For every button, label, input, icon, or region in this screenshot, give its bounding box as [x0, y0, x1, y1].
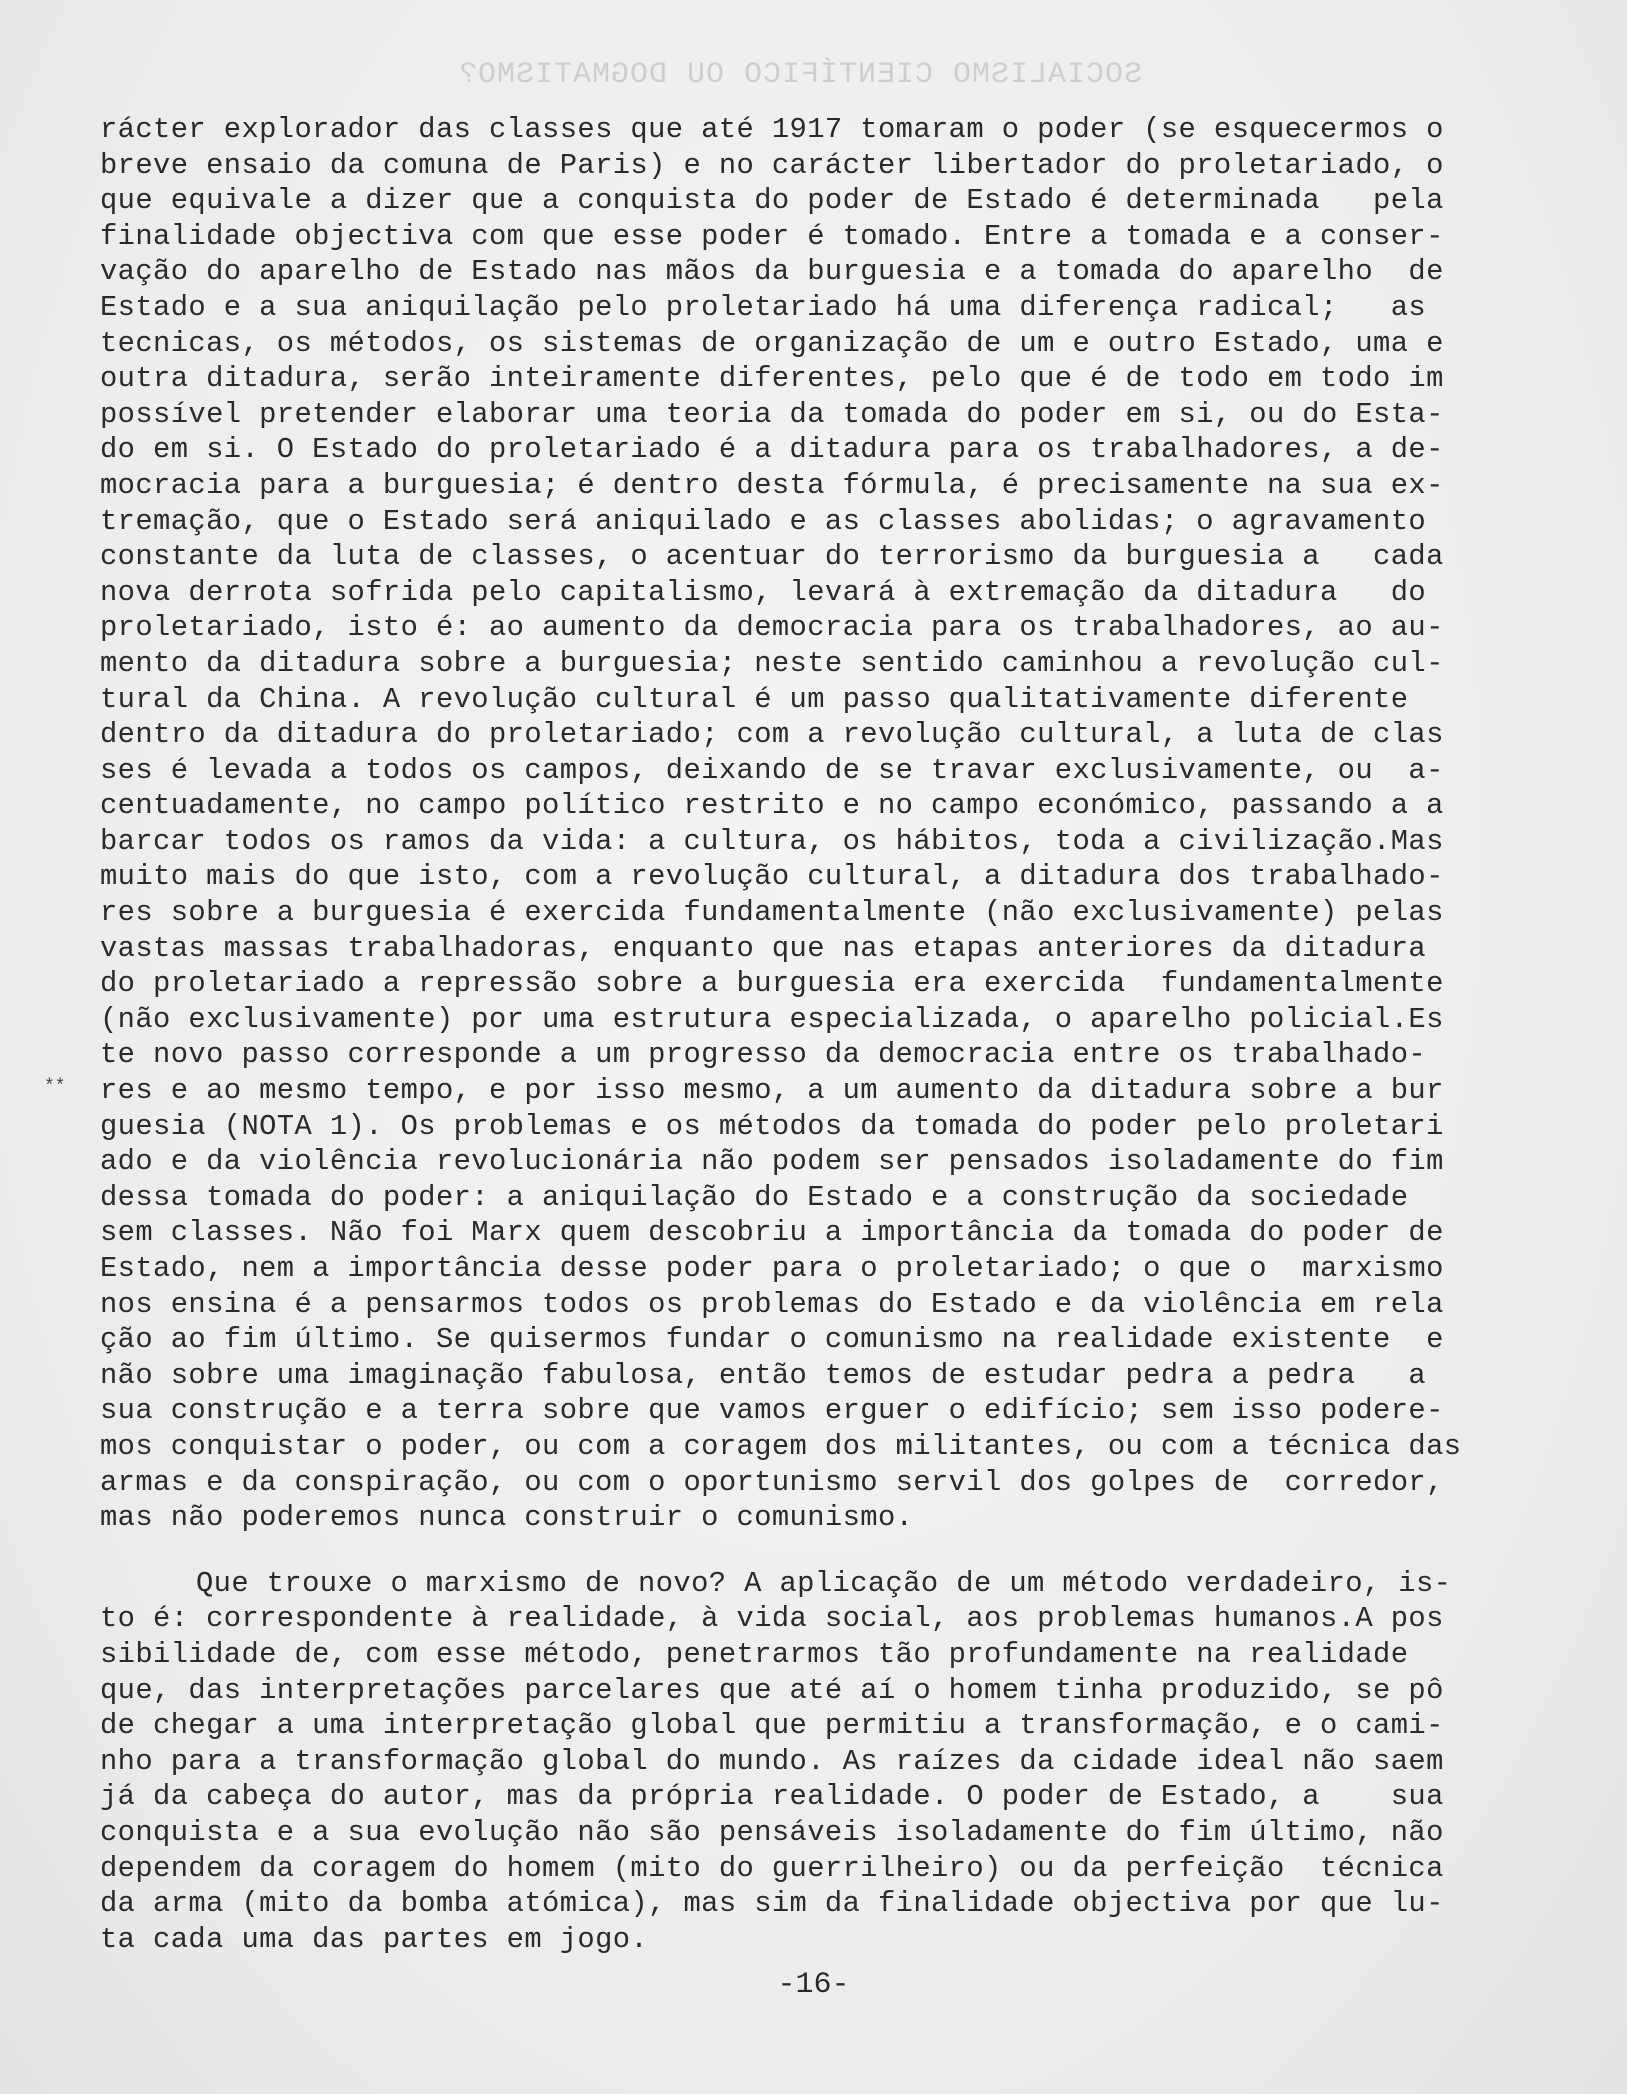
text-line: outra ditadura, serão inteiramente diferentes, pelo que é de todo em todo im [100, 362, 1444, 396]
text-line: vastas massas trabalhadoras, enquanto que nas etapas anteriores da ditadura [100, 931, 1427, 965]
text-line: conquista e a sua evolução não são pensáveis isoladamente do fim último, não [100, 1815, 1444, 1849]
text-line: de chegar a uma interpretação global que permitiu a transformação, e o cami- [100, 1709, 1444, 1743]
text-line: sibilidade de, com esse método, penetrarmos tão profundamente na realidade [100, 1637, 1409, 1671]
text-line: armas e da conspiração, ou com o oportunismo servil dos golpes de corredor, [100, 1465, 1444, 1499]
text-line: tremação, que o Estado será aniquilado e as classes abolidas; o agravamento [100, 504, 1427, 538]
text-line: mocracia para a burguesia; é dentro desta fórmula, é precisamente na sua ex- [100, 468, 1444, 502]
text-line: do proletariado a repressão sobre a burguesia era exercida fundamentalmente [100, 967, 1444, 1001]
text-line: constante da luta de classes, o acentuar do terrorismo da burguesia a cada [100, 540, 1444, 574]
text-line: do em si. O Estado do proletariado é a ditadura para os trabalhadores, a de- [100, 433, 1444, 467]
text-line: sem classes. Não foi Marx quem descobriu a importância da tomada do poder de [100, 1216, 1444, 1250]
paragraph-1 [100, 112, 1590, 1536]
text-line: da arma (mito da bomba atómica), mas sim da finalidade objectiva por que lu- [100, 1887, 1444, 1921]
text-line: res sobre a burguesia é exercida fundamentalmente (não exclusivamente) pelas [100, 896, 1444, 930]
text-line: que, das interpretações parcelares que até aí o homem tinha produzido, se pô [100, 1673, 1444, 1707]
body-text [100, 112, 1590, 1957]
text-line: nos ensina é a pensarmos todos os problemas do Estado e da violência em rela [100, 1287, 1444, 1321]
text-line: não sobre uma imaginação fabulosa, então temos de estudar pedra a pedra a [100, 1358, 1427, 1392]
bleed-through-header: SOCIALISMO CIENTÍFICO OU DOGMATISMO? [457, 58, 1143, 92]
text-line: mas não poderemos nunca construir o comunismo. [100, 1501, 914, 1535]
text-line: dentro da ditadura do proletariado; com a revolução cultural, a luta de clas [100, 718, 1444, 752]
text-line: ção ao fim último. Se quisermos fundar o comunismo na realidade existente e [100, 1323, 1444, 1357]
paragraph-2 [100, 1566, 1590, 1958]
text-line: proletariado, isto é: ao aumento da democracia para os trabalhadores, ao au- [100, 611, 1444, 645]
text-line: res e ao mesmo tempo, e por isso mesmo, a um aumento da ditadura sobre a bur [100, 1074, 1444, 1108]
text-line: dessa tomada do poder: a aniquilação do Estado e a construção da sociedade [100, 1180, 1409, 1214]
text-line: dependem da coragem do homem (mito do guerrilheiro) ou da perfeição técnica [100, 1851, 1444, 1885]
text-line: já da cabeça do autor, mas da própria realidade. O poder de Estado, a sua [100, 1780, 1444, 1814]
text-line: tecnicas, os métodos, os sistemas de organização de um e outro Estado, uma e [100, 326, 1444, 360]
text-line: to é: correspondente à realidade, à vida social, aos problemas humanos.A pos [100, 1602, 1444, 1636]
text-line: centuadamente, no campo político restrito e no campo económico, passando a a [100, 789, 1444, 823]
text-line: Que trouxe o marxismo de novo? A aplicação de um método verdadeiro, is- [196, 1566, 1452, 1600]
text-line: nova derrota sofrida pelo capitalismo, levará à extremação da ditadura do [100, 575, 1427, 609]
text-line: barcar todos os ramos da vida: a cultura, os hábitos, toda a civilização.Mas [100, 824, 1444, 858]
text-line: Estado, nem a importância desse poder para o proletariado; o que o marxismo [100, 1252, 1444, 1285]
text-line: (não exclusivamente) por uma estrutura especializada, o aparelho policial.Es [100, 1002, 1444, 1036]
text-line: mento da ditadura sobre a burguesia; neste sentido caminhou a revolução cul- [100, 646, 1444, 680]
text-line: guesia (NOTA 1). Os problemas e os métodos da tomada do poder pelo proletari [100, 1109, 1444, 1143]
text-line: breve ensaio da comuna de Paris) e no carácter libertador do proletariado, o [100, 148, 1444, 182]
text-line: rácter explorador das classes que até 1917 tomaram o poder (se esquecermos o [100, 113, 1444, 146]
text-line: Estado e a sua aniquilação pelo proletariado há uma diferença radical; as [100, 290, 1427, 324]
text-line: ses é levada a todos os campos, deixando de se travar exclusivamente, ou a- [100, 753, 1444, 787]
text-line: possível pretender elaborar uma teoria da tomada do poder em si, ou do Esta- [100, 397, 1444, 431]
text-line: tural da China. A revolução cultural é um passo qualitativamente diferente [100, 682, 1409, 716]
text-line: te novo passo corresponde a um progresso da democracia entre os trabalhado- [100, 1038, 1427, 1072]
text-line: vação do aparelho de Estado nas mãos da burguesia e a tomada do aparelho de [100, 255, 1444, 289]
text-line: ado e da violência revolucionária não podem ser pensados isoladamente do fim [100, 1145, 1444, 1179]
text-line: ta cada uma das partes em jogo. [100, 1922, 649, 1956]
paragraph-gap [100, 1536, 1590, 1566]
text-line: finalidade objectiva com que esse poder é tomado. Entre a tomada e a conser- [100, 219, 1444, 253]
text-line: sua construção e a terra sobre que vamos erguer o edifício; sem isso podere- [100, 1394, 1444, 1428]
text-line: muito mais do que isto, com a revolução cultural, a ditadura dos trabalhado- [100, 860, 1444, 894]
page-number: -16- [777, 1968, 850, 2002]
margin-mark: ** [44, 1077, 66, 1097]
text-line: mos conquistar o poder, ou com a coragem dos militantes, ou com a técnica das [100, 1429, 1462, 1463]
text-line: nho para a transformação global do mundo. As raízes da cidade ideal não saem [100, 1744, 1444, 1778]
text-line: que equivale a dizer que a conquista do poder de Estado é determinada pela [100, 184, 1444, 218]
